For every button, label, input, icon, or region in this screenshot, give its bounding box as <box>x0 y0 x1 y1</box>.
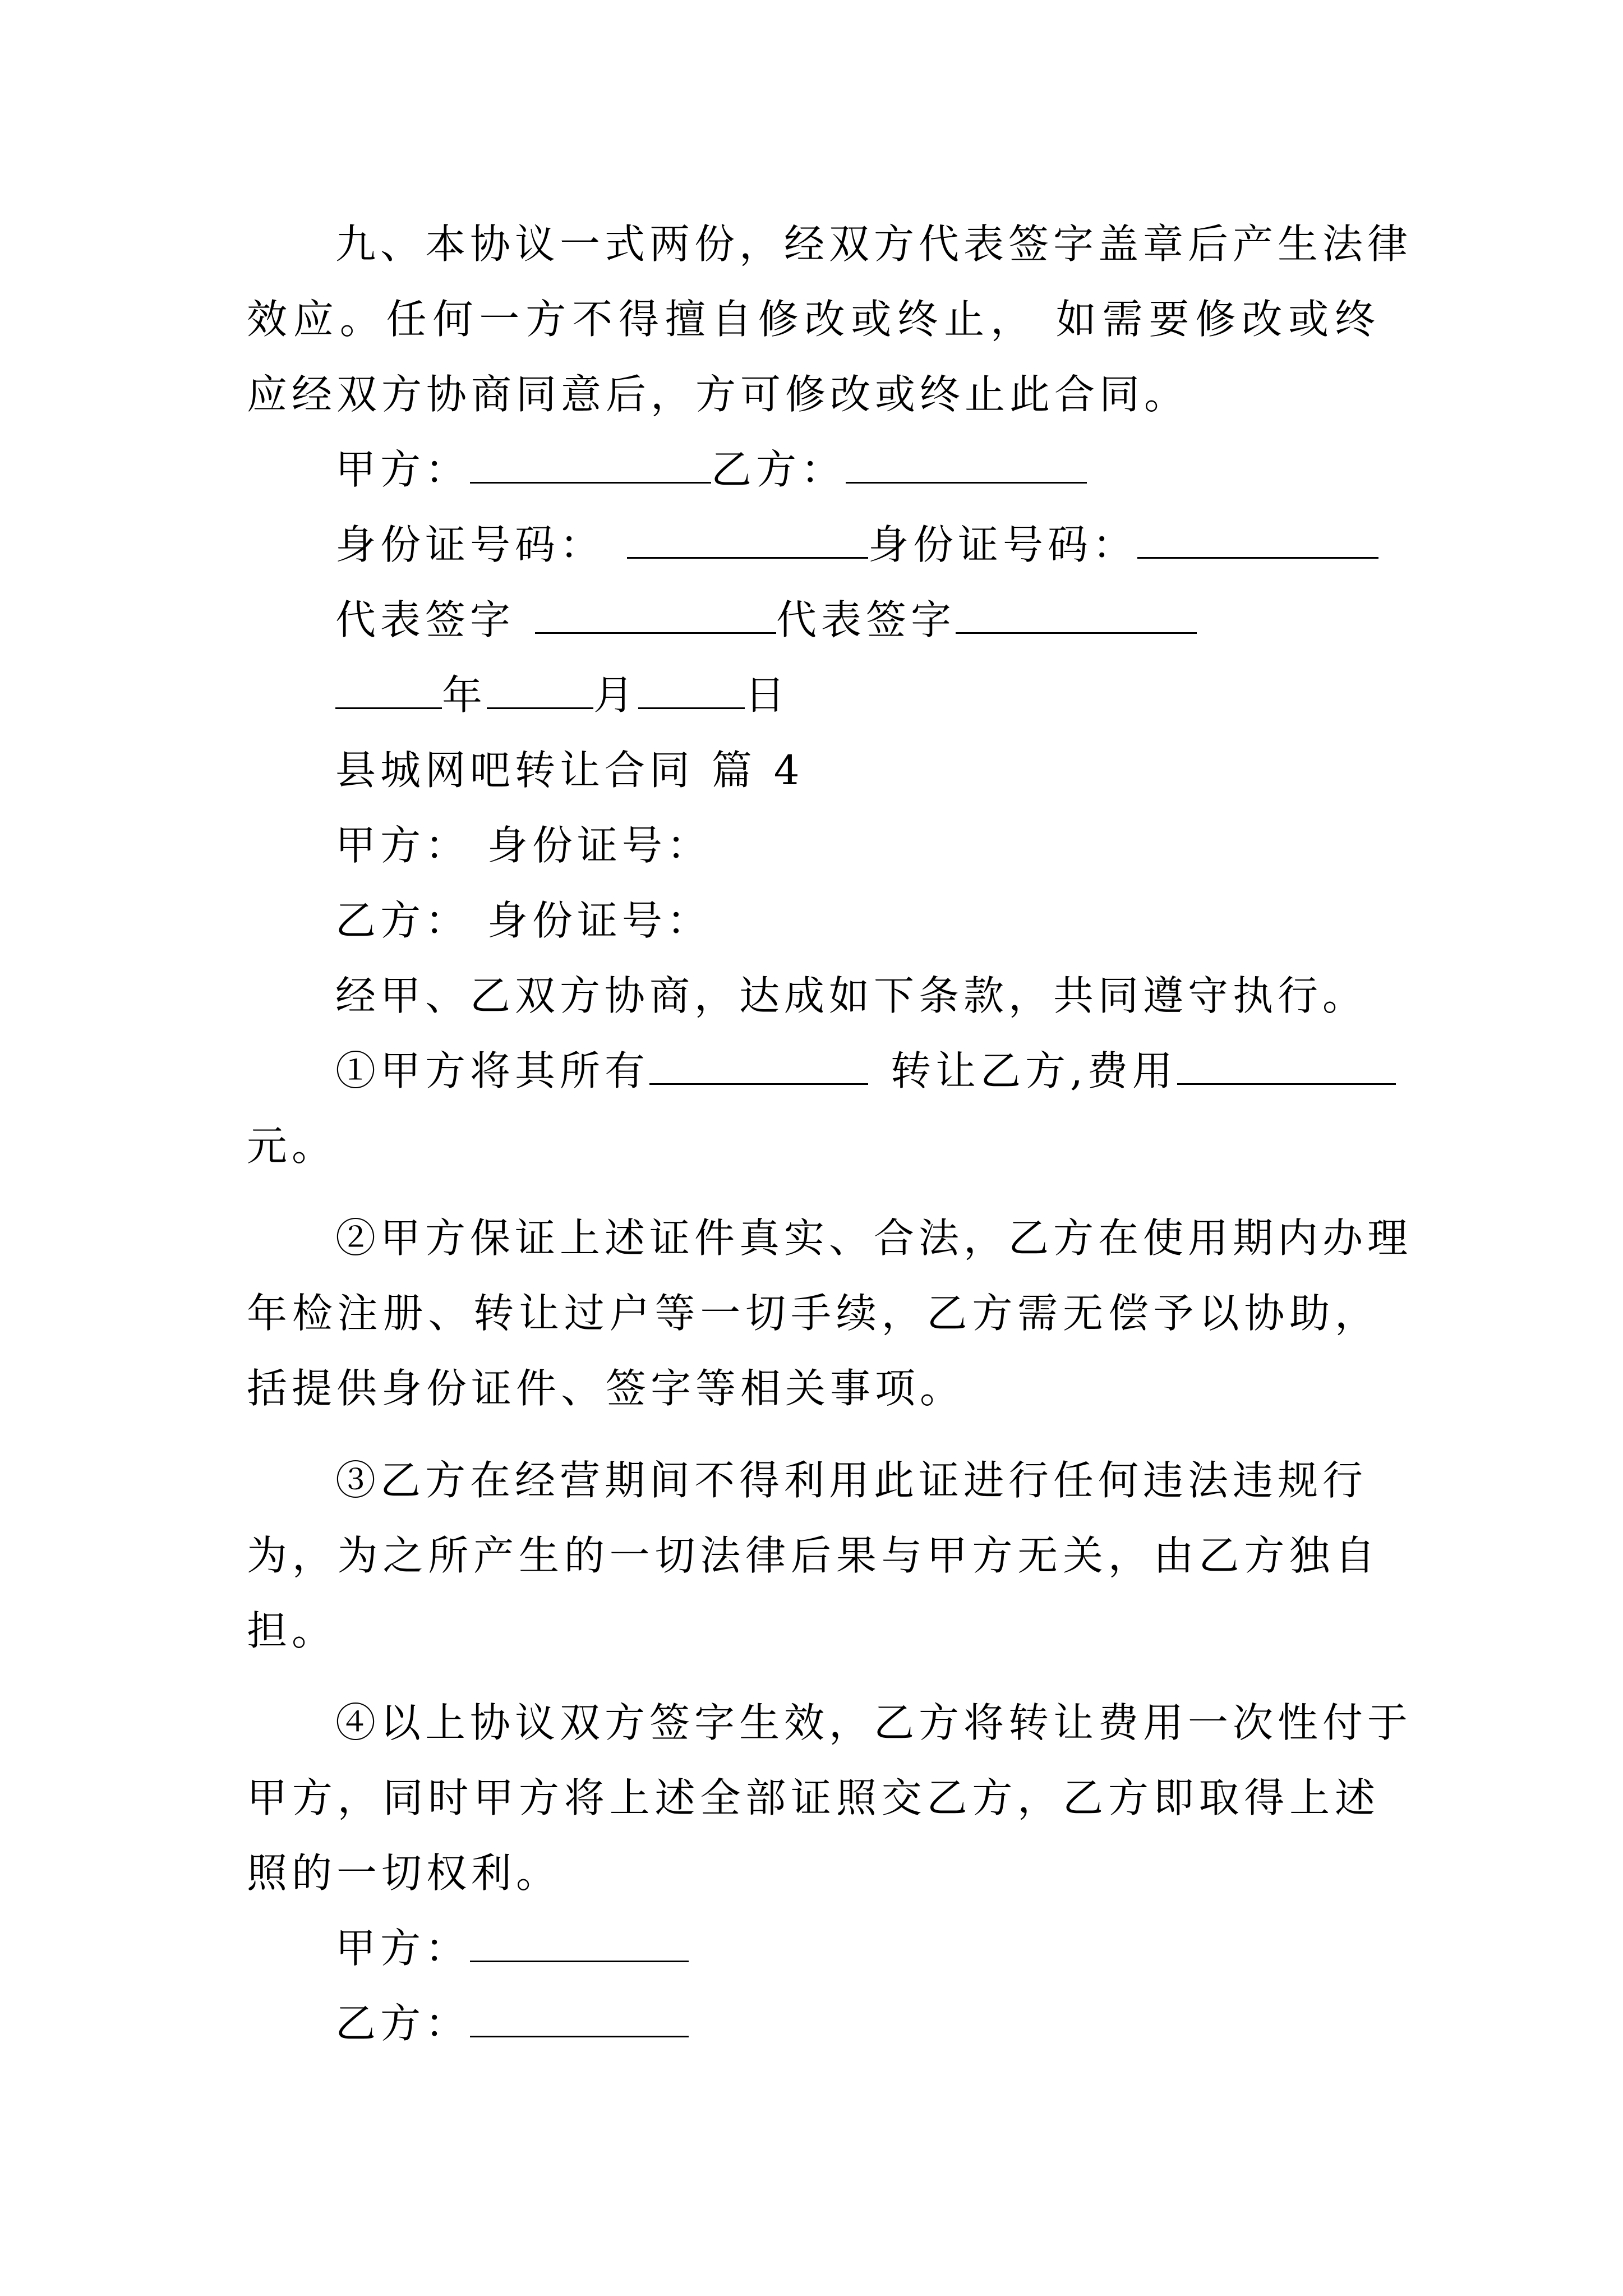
rep-sign-a-blank <box>535 597 776 634</box>
contract4-intro: 经甲、乙双方协商，达成如下条款，共同遵守执行。 <box>335 972 1368 1019</box>
contract4-party-b: 乙方： 身份证号： <box>335 897 712 944</box>
clause2-line1: ②甲方保证上述证件真实、合法，乙方在使用期内办理 <box>335 1214 1413 1262</box>
rep-sign-b-label: 代表签字 <box>776 596 956 643</box>
clause2-line2: 年检注册、转让过户等一切手续，乙方需无偿予以协助， <box>247 1290 1380 1337</box>
rep-sign-b-blank <box>956 597 1197 634</box>
sign-b-blank <box>470 2001 689 2037</box>
id-label-a: 身份证号码： <box>335 521 605 568</box>
para9-line1: 九、本协议一式两份，经双方代表签字盖章后产生法律 <box>335 220 1413 268</box>
day-blank <box>638 673 745 709</box>
clause1-line2: 元。 <box>247 1122 337 1170</box>
signature-row-rep <box>335 592 1197 648</box>
para9-line3: 应经双方协商同意后，方可修改或终止此合同。 <box>247 371 1189 418</box>
clause3-line1: ③乙方在经营期间不得利用此证进行任何违法违规行 <box>335 1457 1368 1504</box>
id-a-blank <box>627 522 868 559</box>
sign-a-label: 甲方： <box>335 1925 471 1972</box>
clause4-line2: 甲方，同时甲方将上述全部证照交乙方，乙方即取得上述 <box>247 1774 1380 1821</box>
month-label: 月 <box>593 671 639 719</box>
party-b-blank <box>846 447 1087 484</box>
party-a-label: 甲方： <box>335 446 471 493</box>
signature-row-parties <box>335 441 1087 498</box>
clause3-line2: 为，为之所产生的一切法律后果与甲方无关，由乙方独自 <box>247 1532 1380 1579</box>
clause1-fee-blank <box>1177 1048 1396 1085</box>
month-blank <box>487 673 593 709</box>
signature-row-id <box>335 517 1378 573</box>
rep-sign-a-label: 代表签字 <box>335 596 515 643</box>
clause1-part-a: ①甲方将其所有 <box>335 1047 650 1094</box>
clause2-line3: 括提供身份证件、签字等相关事项。 <box>247 1365 965 1412</box>
contract4-party-a: 甲方： 身份证号： <box>335 822 712 869</box>
contract4-title: 县城网吧转让合同 篇 4 <box>335 747 804 794</box>
signature-row-date <box>335 667 790 723</box>
clause1-part-b: 转让乙方,费用 <box>891 1047 1177 1094</box>
clause4-line3: 照的一切权利。 <box>247 1849 561 1897</box>
clause1-line1 <box>335 1043 1396 1099</box>
contract4-sign-a <box>335 1920 689 1976</box>
id-b-blank <box>1137 522 1378 559</box>
para9-line2: 效应。任何一方不得擅自修改或终止， 如需要修改或终 <box>247 296 1380 343</box>
clause3-line3: 担。 <box>247 1607 337 1654</box>
sign-a-blank <box>470 1926 689 1962</box>
contract4-sign-b <box>335 1995 689 2051</box>
year-label: 年 <box>442 671 487 719</box>
day-label: 日 <box>745 671 790 719</box>
id-label-b: 身份证号码： <box>868 521 1138 568</box>
year-blank <box>335 673 442 709</box>
clause4-line1: ④以上协议双方签字生效，乙方将转让费用一次性付于 <box>335 1699 1413 1746</box>
party-a-blank <box>470 447 711 484</box>
party-b-label: 乙方： <box>711 446 846 493</box>
sign-b-label: 乙方： <box>335 2000 471 2047</box>
clause1-item-blank <box>649 1048 868 1085</box>
